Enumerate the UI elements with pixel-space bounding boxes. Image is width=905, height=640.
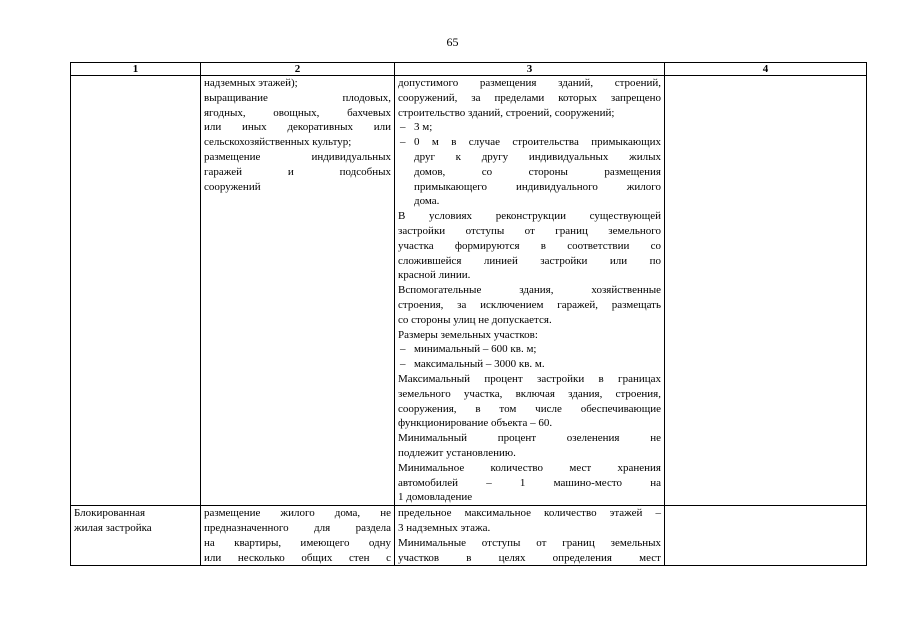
text-line: земельного участка, включая здания, строения, <box>398 387 661 400</box>
text-line: строения, за исключением гаражей, размещать <box>398 298 661 311</box>
text-line: сложившейся линией застройки или по <box>398 254 661 267</box>
table-row <box>71 506 867 566</box>
text-line: 0 м в случае строительства примыкающих <box>414 136 661 149</box>
text-line: участков в целях определения мест <box>398 551 661 564</box>
text-line: размещение индивидуальных <box>204 150 391 163</box>
text-line: участка формируются в соответствии со <box>398 239 661 252</box>
text-line: гаражей и подсобных <box>204 165 391 178</box>
text-line: застройки отступы от границ земельного <box>398 224 661 237</box>
text-line: функционирование объекта – 60. <box>398 417 553 430</box>
row2-col3 <box>395 506 665 566</box>
text-line: красной линии. <box>398 269 471 282</box>
text-line: строительство зданий, строений, сооружений; <box>398 106 615 119</box>
row1-col1 <box>71 76 201 506</box>
text-line: максимальный – 3000 кв. м. <box>414 358 545 371</box>
text-line: Минимальные отступы от границ земельных <box>398 536 661 549</box>
list-item <box>398 120 661 135</box>
text-line: или несколько общих стен с <box>204 551 391 564</box>
table-row <box>71 76 867 506</box>
list-item <box>398 357 661 372</box>
list-dash: – <box>400 121 406 134</box>
page-number: 65 <box>446 35 459 49</box>
text-line: на квартиры, имеющего одну <box>204 536 391 549</box>
list-dash: – <box>400 136 406 149</box>
list-dash: – <box>400 343 406 356</box>
table-header-row <box>71 63 867 76</box>
text-line: домов, со стороны размещения <box>414 165 661 178</box>
text-line: подлежит установлению. <box>398 446 516 459</box>
text-line: жилая застройка <box>74 521 152 534</box>
text-line: Блокированная <box>74 507 146 520</box>
text-line: или иных декоративных или <box>204 121 391 134</box>
text-line: сооружения, в том числе обеспечивающие <box>398 402 661 415</box>
text-line: В условиях реконструкции существующей <box>398 210 661 223</box>
list-item <box>398 342 661 357</box>
text-line: сельскохозяйственных культур; <box>204 136 352 149</box>
row1-col4 <box>665 76 867 506</box>
text-line: со стороны улиц не допускается. <box>398 313 552 326</box>
header-col-2: 2 <box>201 63 395 76</box>
text-line: сооружений <box>204 180 261 193</box>
header-col-4: 4 <box>665 63 867 76</box>
row1-col2 <box>201 76 395 506</box>
text-line: предназначенного для раздела <box>204 521 391 534</box>
text-line: Минимальное количество мест хранения <box>398 461 661 474</box>
text-line: надземных этажей); <box>204 77 298 89</box>
header-col-1: 1 <box>71 63 201 76</box>
row2-col4 <box>665 506 867 566</box>
text-line: 3 м; <box>414 121 433 134</box>
text-line: допустимого размещения зданий, строений, <box>398 77 661 89</box>
text-line: предельное максимальное количество этажей – <box>398 507 661 520</box>
text-line: Вспомогательные здания, хозяйственные <box>398 284 661 297</box>
text-line: Минимальный процент озеленения не <box>398 432 661 445</box>
list-item <box>398 135 661 209</box>
text-line: примыкающего индивидуального жилого <box>414 180 661 193</box>
text-line: выращивание плодовых, <box>204 91 391 104</box>
text-line: 1 домовладение <box>398 491 473 504</box>
text-line: Размеры земельных участков: <box>398 328 538 341</box>
text-line: автомобилей – 1 машино-место на <box>398 476 661 489</box>
row2-col1 <box>71 506 201 566</box>
text-line: размещение жилого дома, не <box>204 507 391 520</box>
regulations-table <box>70 62 867 566</box>
text-line: Максимальный процент застройки в границах <box>398 372 661 385</box>
text-line: 3 надземных этажа. <box>398 521 491 534</box>
text-line: друг к другу индивидуальных жилых <box>414 150 661 163</box>
row2-col2 <box>201 506 395 566</box>
header-col-3: 3 <box>395 63 665 76</box>
text-line: дома. <box>414 195 440 208</box>
row1-col3 <box>395 76 665 506</box>
text-line: минимальный – 600 кв. м; <box>414 343 537 356</box>
text-line: ягодных, овощных, бахчевых <box>204 106 391 119</box>
list-dash: – <box>400 358 406 371</box>
text-line: сооружений, за пределами которых запрещено <box>398 91 661 104</box>
